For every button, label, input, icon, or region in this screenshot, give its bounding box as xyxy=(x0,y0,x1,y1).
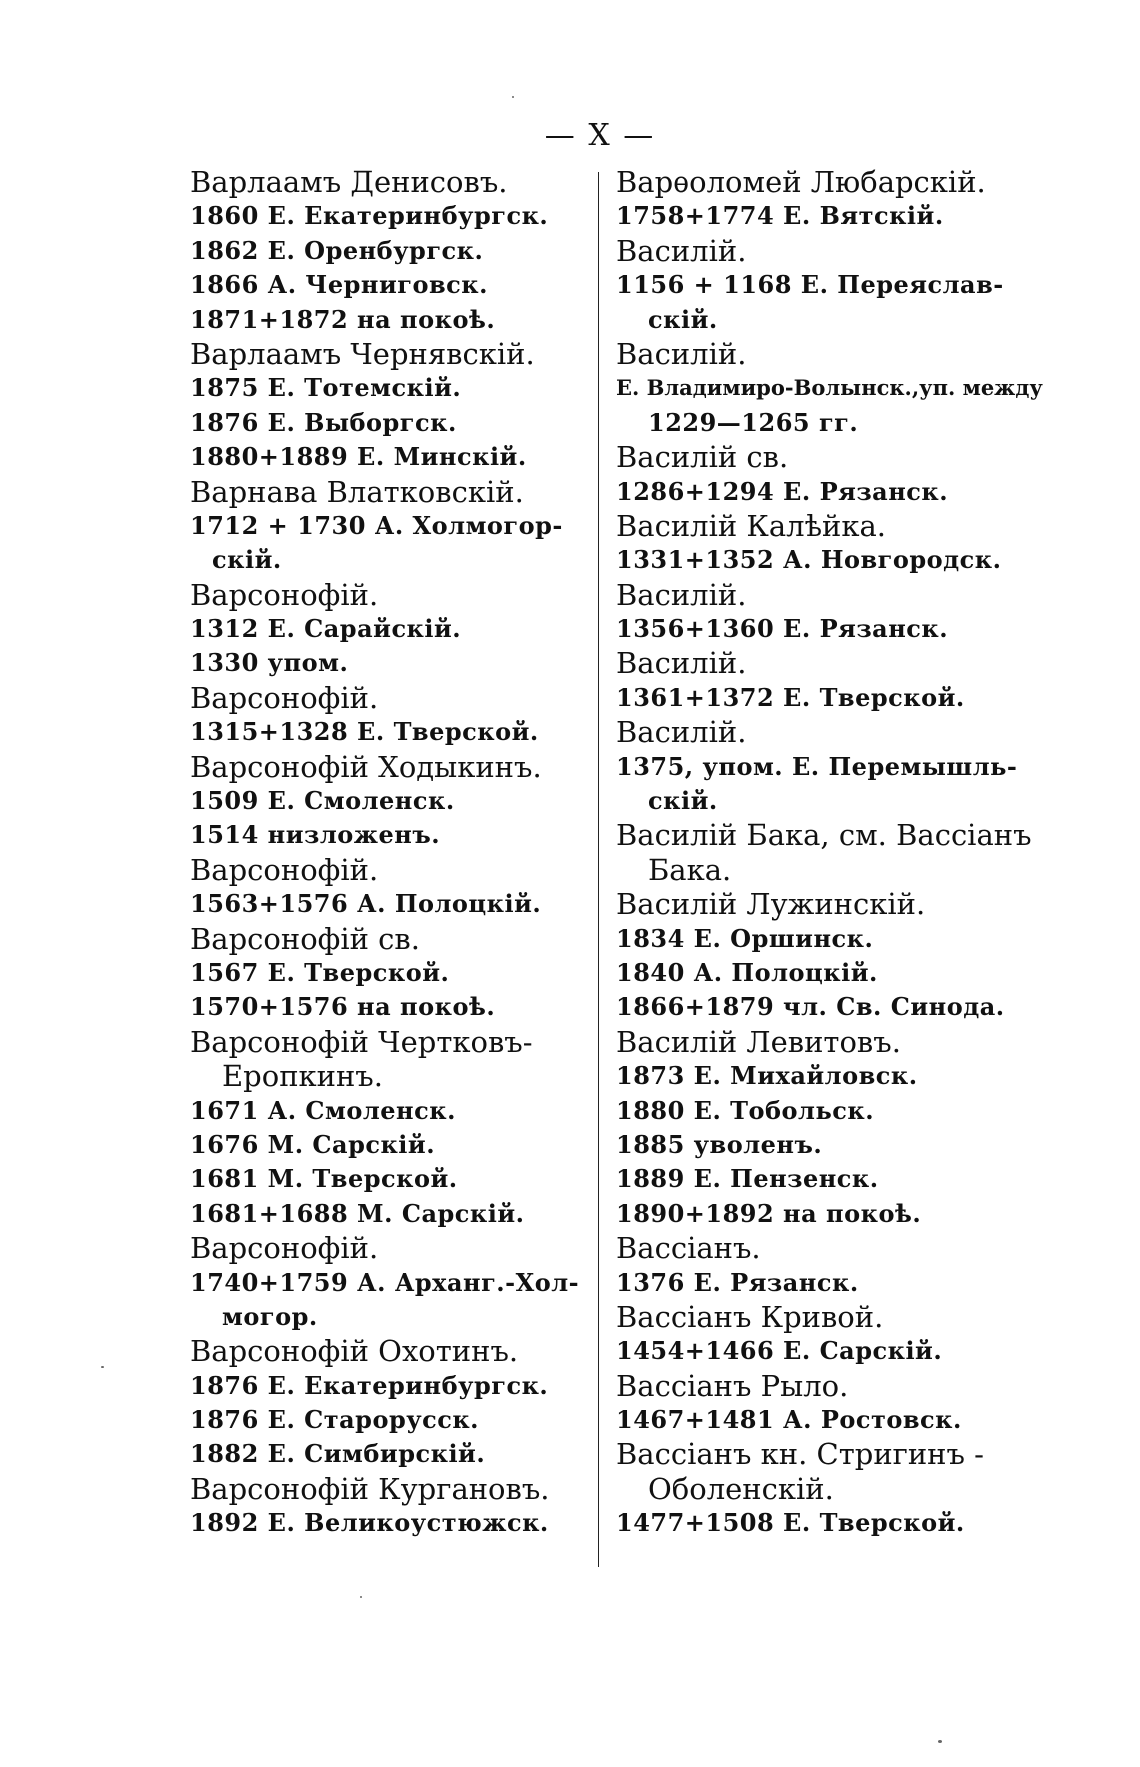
entry-detail: 1156 + 1168 Е. Переяслав- xyxy=(616,270,1004,300)
entry-detail: 1866 А. Черниговск. xyxy=(190,270,488,300)
entry-detail: 1331+1352 А. Новгородск. xyxy=(616,545,1002,575)
entry-detail: 1509 Е. Смоленск. xyxy=(190,786,455,816)
entry-detail: могор. xyxy=(222,1301,318,1331)
entry-detail: скій. xyxy=(648,786,718,816)
entry-detail: 1890+1892 на покоѣ. xyxy=(616,1198,922,1228)
entry-name: Василій. xyxy=(616,577,747,612)
entry-detail: 1876 Е. Екатеринбургск. xyxy=(190,1370,549,1400)
entry-detail: 1882 Е. Симбирскій. xyxy=(190,1439,486,1469)
entry-name: Варнава Влатковскій. xyxy=(190,474,524,509)
entry-name: Василій. xyxy=(616,233,747,268)
page-number: — X — xyxy=(544,118,656,153)
entry-name: Вассіанъ. xyxy=(616,1231,761,1266)
entry-detail: 1880 Е. Тобольск. xyxy=(616,1095,875,1125)
scan-speck xyxy=(360,1596,362,1598)
entry-name: Василій Левитовъ. xyxy=(616,1024,901,1059)
entry-name: Василій св. xyxy=(616,440,789,475)
entry-name: Василій. xyxy=(616,715,747,750)
entry-name: Варсонофій Ходыкинъ. xyxy=(190,749,542,784)
entry-detail: 1885 уволенъ. xyxy=(616,1129,823,1159)
entry-name: Варсонофій. xyxy=(190,1231,379,1266)
entry-detail: 1758+1774 Е. Вятскій. xyxy=(616,201,944,231)
entry-detail: 1570+1576 на покоѣ. xyxy=(190,992,496,1022)
scan-speck xyxy=(938,1740,942,1743)
entry-detail: скій. xyxy=(648,304,718,334)
entry-detail: 1875 Е. Тотемскій. xyxy=(190,373,462,403)
entry-detail: 1740+1759 А. Арханг.-Хол- xyxy=(190,1267,580,1297)
entry-detail: 1312 Е. Сарайскій. xyxy=(190,614,462,644)
entry-detail: 1563+1576 А. Полоцкій. xyxy=(190,889,542,919)
entry-detail: 1477+1508 Е. Тверской. xyxy=(616,1508,965,1538)
scan-speck xyxy=(101,1366,104,1368)
entry-name: Вассіанъ Кривой. xyxy=(616,1299,884,1334)
scan-speck xyxy=(512,96,514,98)
entry-detail: 1676 М. Сарскій. xyxy=(190,1129,436,1159)
entry-detail: 1712 + 1730 А. Холмогор- xyxy=(190,510,563,540)
entry-detail: 1454+1466 Е. Сарскій. xyxy=(616,1336,943,1366)
entry-detail: 1876 Е. Старорусск. xyxy=(190,1405,480,1435)
entry-name: Варсонофій Чертковъ- xyxy=(190,1024,533,1059)
entry-detail: 1862 Е. Оренбургск. xyxy=(190,235,484,265)
column-divider xyxy=(598,172,599,1567)
entry-detail: 1671 А. Смоленск. xyxy=(190,1095,456,1125)
entry-detail: 1880+1889 Е. Минскій. xyxy=(190,442,527,472)
entry-name: Василій. xyxy=(616,336,747,371)
entry-name: Варсонофій Охотинъ. xyxy=(190,1334,519,1369)
entry-name: Оболенскій. xyxy=(648,1471,834,1506)
entry-detail: 1514 низложенъ. xyxy=(190,820,441,850)
entry-name: Варлаамъ Денисовъ. xyxy=(190,165,508,199)
entry-detail: 1376 Е. Рязанск. xyxy=(616,1267,859,1297)
entry-name: Бака. xyxy=(648,852,732,887)
entry-name: Василій Калѣйка. xyxy=(616,508,887,543)
entry-name: Варсонофій Кургановъ. xyxy=(190,1471,550,1506)
entry-detail: 1356+1360 Е. Рязанск. xyxy=(616,614,949,644)
entry-detail: 1873 Е. Михайловск. xyxy=(616,1061,918,1091)
entry-detail: 1889 Е. Пензенск. xyxy=(616,1164,879,1194)
entry-detail: 1361+1372 Е. Тверской. xyxy=(616,682,965,712)
entry-detail: 1467+1481 А. Ростовск. xyxy=(616,1405,962,1435)
entry-detail: 1892 Е. Великоустюжск. xyxy=(190,1508,549,1538)
entry-detail: 1315+1328 Е. Тверской. xyxy=(190,717,539,747)
entry-name: Варлаамъ Чернявскій. xyxy=(190,336,535,371)
entry-name: Василій Лужинскій. xyxy=(616,887,926,922)
entry-detail: 1330 упом. xyxy=(190,648,349,678)
entry-detail: 1681 М. Тверской. xyxy=(190,1164,458,1194)
entry-name: Еропкинъ. xyxy=(222,1059,383,1094)
entry-detail: 1871+1872 на покоѣ. xyxy=(190,304,496,334)
entry-detail: 1876 Е. Выборгск. xyxy=(190,407,457,437)
entry-detail: 1567 Е. Тверской. xyxy=(190,957,450,987)
entry-name: Василій. xyxy=(616,646,747,681)
entry-detail: 1375, упом. Е. Перемышль- xyxy=(616,751,1018,781)
entry-name: Варсонофій. xyxy=(190,852,379,887)
entry-detail: 1834 Е. Оршинск. xyxy=(616,923,874,953)
entry-detail: 1229—1265 гг. xyxy=(648,407,859,437)
left-column xyxy=(190,165,580,1541)
right-column xyxy=(616,165,1043,1541)
entry-name: Варсонофій. xyxy=(190,577,379,612)
entry-detail: Е. Владимиро-Волынск.,уп. между xyxy=(616,375,1043,401)
entry-name: Варѳоломей Любарскій. xyxy=(616,165,986,199)
entry-name: Вассіанъ Рыло. xyxy=(616,1368,849,1403)
entry-name: Варсонофій. xyxy=(190,680,379,715)
entry-name: Василій Бака, см. Вассіанъ xyxy=(616,818,1032,853)
entry-detail: 1860 Е. Екатеринбургск. xyxy=(190,201,549,231)
entry-detail: скій. xyxy=(212,545,282,575)
entry-name: Вассіанъ кн. Стригинъ - xyxy=(616,1437,984,1472)
entry-detail: 1681+1688 М. Сарскій. xyxy=(190,1198,525,1228)
entry-detail: 1286+1294 Е. Рязанск. xyxy=(616,476,949,506)
entry-detail: 1840 А. Полоцкій. xyxy=(616,957,878,987)
entry-name: Варсонофій св. xyxy=(190,921,420,956)
entry-detail: 1866+1879 чл. Св. Синода. xyxy=(616,992,1005,1022)
